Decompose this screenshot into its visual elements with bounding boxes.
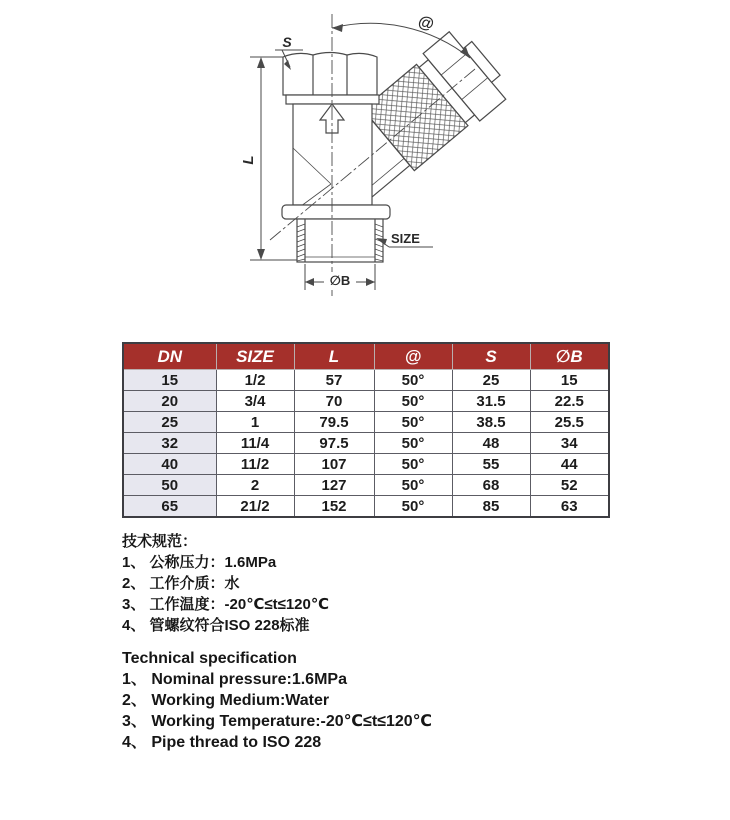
spec-item-cn-2: 2、 工作介质：水	[122, 575, 240, 592]
spec-item-en-1: 1、 Nominal pressure:1.6MPa	[122, 671, 347, 688]
table-cell: 21/2	[216, 496, 294, 518]
table-cell: 1	[216, 412, 294, 433]
table-row	[123, 412, 609, 433]
table-cell: 11/4	[216, 433, 294, 454]
table-cell: 79.5	[294, 412, 374, 433]
col-header-s: S	[452, 343, 530, 370]
spec-item-en-2: 2、 Working Medium:Water	[122, 692, 330, 709]
table-cell: 15	[123, 370, 216, 391]
table-cell: 25	[123, 412, 216, 433]
specs-chinese	[122, 531, 329, 636]
table-cell: 55	[452, 454, 530, 475]
table-header-row	[123, 343, 609, 370]
dim-label-s: S	[282, 34, 292, 50]
table-cell: 63	[530, 496, 609, 518]
table-cell: 50°	[374, 391, 452, 412]
table-cell: 11/2	[216, 454, 294, 475]
table-cell: 50°	[374, 370, 452, 391]
table-row	[123, 370, 609, 391]
table-cell: 65	[123, 496, 216, 518]
col-header-l: L	[294, 343, 374, 370]
table-cell: 3/4	[216, 391, 294, 412]
table-cell: 50°	[374, 496, 452, 518]
col-header-size: SIZE	[216, 343, 294, 370]
dim-label-size: SIZE	[391, 231, 420, 246]
table-cell: 22.5	[530, 391, 609, 412]
table-cell: 2	[216, 475, 294, 496]
table-cell: 34	[530, 433, 609, 454]
table-cell: 31.5	[452, 391, 530, 412]
col-header-diameter-b: ∅B	[530, 343, 609, 370]
spec-item-en-4: 4、 Pipe thread to ISO 228	[122, 734, 322, 751]
dim-label-l: L	[240, 155, 257, 165]
dim-label-diameter-b: ∅B	[329, 273, 351, 288]
col-header-angle: @	[374, 343, 452, 370]
table-cell: 32	[123, 433, 216, 454]
table-row	[123, 433, 609, 454]
dimensions-table	[122, 342, 610, 518]
table-cell: 25	[452, 370, 530, 391]
table-cell: 25.5	[530, 412, 609, 433]
table-row	[123, 454, 609, 475]
table-cell: 97.5	[294, 433, 374, 454]
table-cell: 20	[123, 391, 216, 412]
table-cell: 127	[294, 475, 374, 496]
table-cell: 68	[452, 475, 530, 496]
table-cell: 107	[294, 454, 374, 475]
y-strainer-technical-drawing	[225, 0, 525, 315]
table-cell: 40	[123, 454, 216, 475]
spec-item-cn-3: 3、 工作温度：-20℃≤t≤120℃	[122, 596, 330, 613]
spec-item-en-3: 3、 Working Temperature:-20℃≤t≤120℃	[122, 713, 433, 730]
table-cell: 38.5	[452, 412, 530, 433]
bottom-male-thread	[297, 219, 383, 262]
table-cell: 57	[294, 370, 374, 391]
dim-label-angle: @	[416, 13, 436, 34]
table-row	[123, 391, 609, 412]
table-cell: 152	[294, 496, 374, 518]
table-cell: 50°	[374, 454, 452, 475]
specs-en-title: Technical specification	[122, 650, 297, 667]
valve-body-outline	[282, 25, 514, 262]
specs-english	[122, 648, 432, 753]
table-row	[123, 475, 609, 496]
table-cell: 1/2	[216, 370, 294, 391]
table-cell: 15	[530, 370, 609, 391]
table-cell: 44	[530, 454, 609, 475]
table-cell: 50°	[374, 433, 452, 454]
table-cell: 85	[452, 496, 530, 518]
col-header-dn: DN	[123, 343, 216, 370]
table-cell: 50°	[374, 412, 452, 433]
table-cell: 50	[123, 475, 216, 496]
table-cell: 52	[530, 475, 609, 496]
specs-cn-title: 技术规范：	[122, 533, 198, 550]
table-cell: 70	[294, 391, 374, 412]
table-cell: 50°	[374, 475, 452, 496]
spec-item-cn-4: 4、 管螺纹符合ISO 228标准	[122, 617, 310, 634]
table-row	[123, 496, 609, 518]
top-hex-nut	[283, 53, 377, 96]
spec-item-cn-1: 1、 公称压力：1.6MPa	[122, 554, 277, 571]
table-cell: 48	[452, 433, 530, 454]
